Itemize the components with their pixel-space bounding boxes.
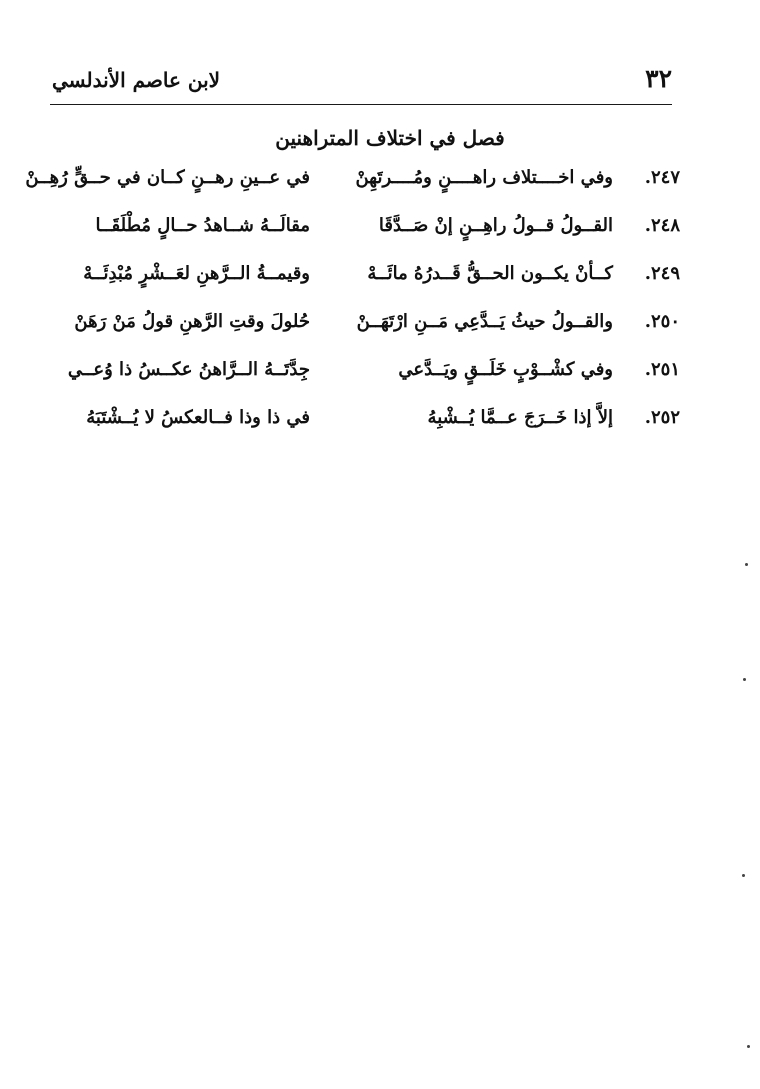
verse-second-hemistich: في عــينِ رهــنٍ كــان في حــقٍّ رُهِــنْ (25, 167, 310, 188)
verse-number: ٢٥٢. (644, 407, 680, 428)
verse-second-hemistich: حُلولَ وقتِ الرَّهنِ قولُ مَنْ رَهَنْ (74, 311, 310, 332)
verse-first-hemistich: إلاَّ إذا خَــرَجَ عــمَّا يُــشْبِهُ (427, 407, 613, 428)
verse-row (40, 311, 680, 359)
verse-first-hemistich: كــأنْ يكــون الحــقُّ قَــدرُهُ مائَــهْ (367, 263, 613, 284)
verse-row (40, 263, 680, 311)
verse-number: ٢٤٩. (644, 263, 680, 284)
verse-first-hemistich: القــولُ قــولُ راهِــنٍ إنْ صَــدَّقَا (378, 215, 613, 236)
verse-first-hemistich: وفي كشْــوْبٍ خَلَــقٍ ويَــدَّعي (398, 359, 613, 380)
verse-second-hemistich: مقالَــهُ شــاهدُ حــالٍ مُطْلَقَــا (95, 215, 310, 236)
verse-row (25, 167, 680, 215)
verse-number: ٢٤٨. (644, 215, 680, 236)
running-title: لابن عاصم الأندلسي (52, 68, 221, 92)
scan-speck (745, 563, 748, 566)
verse-number: ٢٥١. (644, 359, 680, 380)
scan-speck (743, 678, 746, 681)
verse-row (40, 215, 680, 263)
section-title: فصل في اختلاف المتراهنين (275, 126, 505, 150)
verse-second-hemistich: وقيمــةُ الــرَّهنِ لعَــشْرٍ مُبْدِئَــهْ (83, 263, 310, 284)
verse-second-hemistich: جِدَّتَــهُ الــرَّاهنُ عكــسُ ذا وُعــي (67, 359, 310, 380)
verse-list (25, 167, 680, 455)
verse-second-hemistich: في ذا وذا فــالعكسُ لا يُــشْتَبَهُ (86, 407, 310, 428)
verse-first-hemistich: وفي اخــــتلاف راهــــنٍ ومُــــرتَهِنْ (355, 167, 613, 188)
verse-first-hemistich: والقــولُ حيثُ يَــدَّعِي مَــنِ ارْتَهَــنْ (356, 311, 613, 332)
verse-number: ٢٤٧. (644, 167, 680, 188)
page-number: ٣٢ (645, 64, 672, 93)
header-rule (50, 104, 672, 105)
page-header (52, 62, 672, 102)
scan-speck (742, 874, 745, 877)
verse-number: ٢٥٠. (644, 311, 680, 332)
scan-speck (747, 1045, 750, 1048)
verse-row (40, 359, 680, 407)
verse-row (40, 407, 680, 455)
